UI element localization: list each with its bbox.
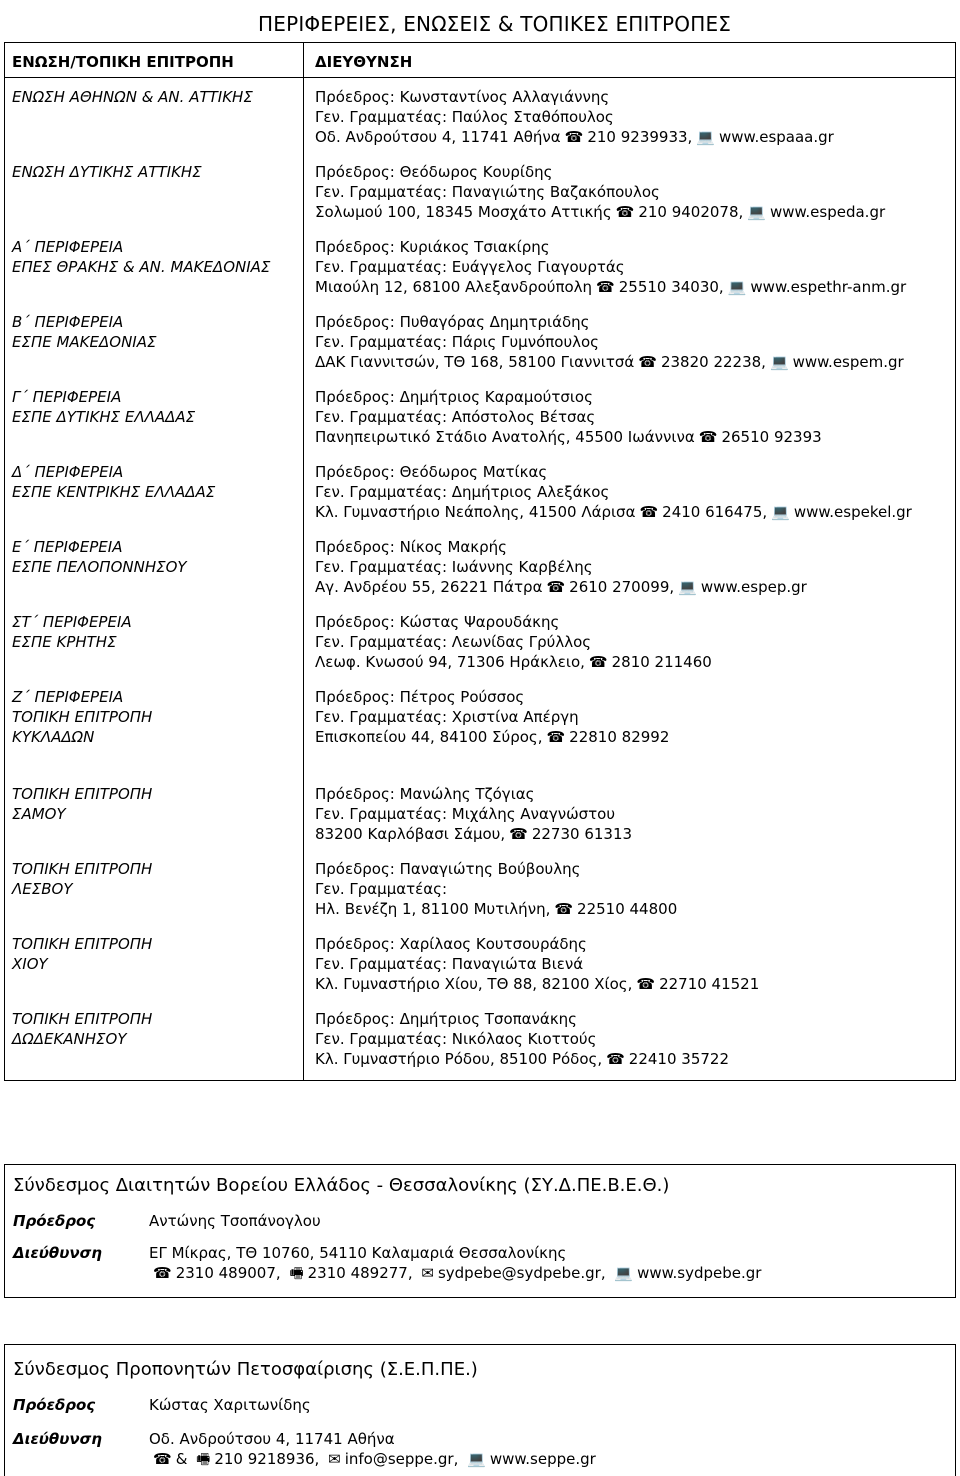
union-name-line: ΣΤ΄ ΠΕΡΙΦΕΡΕΙΑ xyxy=(12,613,132,631)
union-name xyxy=(12,687,152,747)
union-name xyxy=(12,1009,152,1049)
phone-icon: ☎ xyxy=(596,278,615,296)
sydpebe-address xyxy=(149,1242,761,1282)
seppe-address-label: Διεύθυνση xyxy=(13,1430,102,1448)
union-contact xyxy=(315,612,712,672)
president-line: Πρόεδρος: Κωνσταντίνος Αλλαγιάννης xyxy=(315,88,610,106)
website-link[interactable]: www.espethr-anm.gr xyxy=(750,278,907,296)
union-name xyxy=(12,934,152,974)
president-line: Πρόεδρος: Παναγιώτης Βούβουλης xyxy=(315,860,581,878)
president-line: Πρόεδρος: Θεόδωρος Κουρίδης xyxy=(315,163,553,181)
phone-text: 2610 270099, xyxy=(569,578,675,596)
secretary-line: Γεν. Γραμματέας: Πάρις Γυμνόπουλος xyxy=(315,333,599,351)
secretary-line: Γεν. Γραμματέας: Απόστολος Βέτσας xyxy=(315,408,596,426)
sydpebe-email[interactable]: sydpebe@sydpebe.gr, xyxy=(437,1264,606,1282)
fax-icon: 🖷 xyxy=(196,1450,211,1468)
website-link[interactable]: www.espaaa.gr xyxy=(719,128,834,146)
computer-icon: 💻 xyxy=(747,203,766,221)
union-name xyxy=(12,237,270,277)
sydpebe-address-label: Διεύθυνση xyxy=(13,1244,102,1262)
secretary-line: Γεν. Γραμματέας: Μιχάλης Αναγνώστου xyxy=(315,805,616,823)
phone-icon: ☎ xyxy=(509,825,528,843)
union-name-line: ΕΝΩΣΗ ΔΥΤΙΚΗΣ ΑΤΤΙΚΗΣ xyxy=(12,163,202,181)
page-title: ΠΕΡΙΦΕΡΕΙΕΣ, ΕΝΩΣΕΙΣ & ΤΟΠΙΚΕΣ ΕΠΙΤΡΟΠΕΣ xyxy=(258,12,732,36)
phone-icon: ☎ xyxy=(546,578,566,596)
phone-text: 22710 41521 xyxy=(659,975,760,993)
union-name-line: ΕΠΕΣ ΘΡΑΚΗΣ & ΑΝ. ΜΑΚΕΔΟΝΙΑΣ xyxy=(12,258,271,276)
phone-icon: ☎ xyxy=(564,128,584,146)
union-name-line: ΤΟΠΙΚΗ ΕΠΙΤΡΟΠΗ xyxy=(12,860,153,878)
phone-text: 2810 211460 xyxy=(611,653,712,671)
seppe-box xyxy=(4,1344,956,1476)
union-contact xyxy=(315,162,885,222)
union-name xyxy=(12,537,187,577)
president-line: Πρόεδρος: Δημήτριος Καραμούτσιος xyxy=(315,388,593,406)
union-contact xyxy=(315,462,912,522)
phone-text: 22730 61313 xyxy=(531,825,633,843)
address-line xyxy=(315,427,822,447)
email-icon: ✉ xyxy=(421,1264,434,1282)
address-text: Κλ. Γυμναστήριο Νεάπολης, 41500 Λάρισα xyxy=(315,503,636,521)
address-line xyxy=(315,577,807,597)
sydpebe-president: Αντώνης Τσοπάνογλου xyxy=(149,1212,321,1230)
president-line: Πρόεδρος: Κυριάκος Τσιακίρης xyxy=(315,238,550,256)
president-line: Πρόεδρος: Μανώλης Τζόγιας xyxy=(315,785,535,803)
address-text: Κλ. Γυμναστήριο Ρόδου, 85100 Ρόδος, xyxy=(315,1050,603,1068)
union-name xyxy=(12,784,152,824)
secretary-line: Γεν. Γραμματέας: Δημήτριος Αλεξάκος xyxy=(315,483,610,501)
phone-text: 2410 616475, xyxy=(662,503,768,521)
union-name-line: ΕΣΠΕ ΠΕΛΟΠΟΝΝΗΣΟΥ xyxy=(12,558,187,576)
address-line xyxy=(315,652,712,672)
address-text: Ηλ. Βενέζη 1, 81100 Μυτιλήνη, xyxy=(315,900,551,918)
address-text: 83200 Καρλόβασι Σάμου, xyxy=(315,825,506,843)
union-name-line: Β΄ ΠΕΡΙΦΕΡΕΙΑ xyxy=(12,313,124,331)
union-contact xyxy=(315,387,822,447)
union-name xyxy=(12,612,132,652)
secretary-line: Γεν. Γραμματέας: Παναγιώτα Βιενά xyxy=(315,955,584,973)
address-text: Επισκοπείου 44, 84100 Σύρος, xyxy=(315,728,543,746)
union-contact xyxy=(315,934,759,994)
address-text: Μιαούλη 12, 68100 Αλεξανδρούπολη xyxy=(315,278,593,296)
president-line: Πρόεδρος: Χαρίλαος Κουτσουράδης xyxy=(315,935,587,953)
seppe-amp: & xyxy=(175,1450,188,1468)
address-text: Σολωμού 100, 18345 Μοσχάτο Αττικής xyxy=(315,203,612,221)
president-line: Πρόεδρος: Θεόδωρος Ματίκας xyxy=(315,463,548,481)
union-name xyxy=(12,312,156,352)
union-name-line: ΕΣΠΕ ΚΡΗΤΗΣ xyxy=(12,633,117,651)
union-name-line: ΤΟΠΙΚΗ ΕΠΙΤΡΟΠΗ xyxy=(12,935,153,953)
email-icon: ✉ xyxy=(328,1450,341,1468)
sydpebe-title: Σύνδεσμος Διαιτητών Βορείου Ελλάδος - Θεσσαλονίκης (ΣΥ.Δ.ΠΕ.Β.Ε.Θ.) xyxy=(13,1175,670,1196)
union-name-line: ΧΙΟΥ xyxy=(12,955,48,973)
secretary-line: Γεν. Γραμματέας: Ευάγγελος Γιαγουρτάς xyxy=(315,258,625,276)
website-link[interactable]: www.espem.gr xyxy=(792,353,904,371)
column-divider xyxy=(303,43,304,1080)
union-name xyxy=(12,859,152,899)
seppe-email[interactable]: info@seppe.gr, xyxy=(344,1450,459,1468)
phone-text: 210 9239933, xyxy=(587,128,693,146)
address-line xyxy=(315,502,912,522)
union-name-line: ΕΣΠΕ ΔΥΤΙΚΗΣ ΕΛΛΑΔΑΣ xyxy=(12,408,196,426)
header-divider xyxy=(5,77,955,78)
website-link[interactable]: www.espeda.gr xyxy=(769,203,886,221)
union-name-line: Γ΄ ΠΕΡΙΦΕΡΕΙΑ xyxy=(12,388,122,406)
seppe-address-text: Οδ. Ανδρούτσου 4, 11741 Αθήνα xyxy=(149,1430,395,1448)
computer-icon: 💻 xyxy=(678,578,697,596)
union-name-line: Δ΄ ΠΕΡΙΦΕΡΕΙΑ xyxy=(12,463,124,481)
union-contact xyxy=(315,784,632,844)
address-line xyxy=(315,974,759,994)
address-line xyxy=(315,1049,729,1069)
seppe-president-label: Πρόεδρος xyxy=(13,1396,96,1414)
union-name-line: Α΄ ΠΕΡΙΦΕΡΕΙΑ xyxy=(12,238,124,256)
address-line xyxy=(315,899,677,919)
phone-text: 23820 22238, xyxy=(660,353,766,371)
union-name xyxy=(12,162,202,182)
phone-text: 22510 44800 xyxy=(577,900,678,918)
secretary-line: Γεν. Γραμματέας: Λεωνίδας Γρύλλος xyxy=(315,633,592,651)
secretary-line: Γεν. Γραμματέας: xyxy=(315,880,448,898)
address-text: ΔΑΚ Γιαννιτσών, ΤΘ 168, 58100 Γιαννιτσά xyxy=(315,353,635,371)
seppe-phone: 210 9218936, xyxy=(214,1450,320,1468)
seppe-address xyxy=(149,1428,596,1468)
seppe-contacts xyxy=(149,1448,596,1468)
phone-text: 25510 34030, xyxy=(618,278,724,296)
phone-icon: ☎ xyxy=(638,353,657,371)
phone-icon: ☎ xyxy=(554,900,574,918)
phone-icon: ☎ xyxy=(636,975,656,993)
union-contact xyxy=(315,537,807,597)
secretary-line: Γεν. Γραμματέας: Χριστίνα Απέργη xyxy=(315,708,579,726)
union-contact xyxy=(315,1009,729,1069)
union-contact xyxy=(315,687,669,747)
address-line xyxy=(315,202,885,222)
union-name-line: Ζ΄ ΠΕΡΙΦΕΡΕΙΑ xyxy=(12,688,124,706)
union-contact xyxy=(315,87,834,147)
union-contact xyxy=(315,237,906,297)
fax-icon: 🖷 xyxy=(289,1264,304,1282)
address-line xyxy=(315,277,906,297)
president-line: Πρόεδρος: Κώστας Ψαρουδάκης xyxy=(315,613,560,631)
president-line: Πρόεδρος: Πέτρος Ρούσσος xyxy=(315,688,525,706)
secretary-line: Γεν. Γραμματέας: Ιωάννης Καρβέλης xyxy=(315,558,593,576)
union-name-line: ΣΑΜΟΥ xyxy=(12,805,66,823)
phone-icon: ☎ xyxy=(153,1450,172,1468)
phone-icon: ☎ xyxy=(546,728,566,746)
secretary-line: Γεν. Γραμματέας: Παύλος Σταθόπουλος xyxy=(315,108,614,126)
union-name-line: ΛΕΣΒΟΥ xyxy=(12,880,73,898)
sydpebe-fax: 2310 489277, xyxy=(307,1264,413,1282)
secretary-line: Γεν. Γραμματέας: Νικόλαος Κιοττούς xyxy=(315,1030,597,1048)
president-line: Πρόεδρος: Νίκος Μακρής xyxy=(315,538,507,556)
computer-icon: 💻 xyxy=(771,503,790,521)
phone-icon: ☎ xyxy=(698,428,718,446)
computer-icon: 💻 xyxy=(614,1264,634,1282)
directory-table xyxy=(4,42,956,1081)
union-contact xyxy=(315,312,904,372)
union-name-line: ΕΣΠΕ ΜΑΚΕΔΟΝΙΑΣ xyxy=(12,333,157,351)
address-text: Πανηπειρωτικό Στάδιο Ανατολής, 45500 Ιωάννινα xyxy=(315,428,695,446)
union-name-line: ΔΩΔΕΚΑΝΗΣΟΥ xyxy=(12,1030,127,1048)
union-name-line: Ε΄ ΠΕΡΙΦΕΡΕΙΑ xyxy=(12,538,123,556)
address-line xyxy=(315,127,834,147)
sydpebe-box xyxy=(4,1164,956,1298)
address-text: Αγ. Ανδρέου 55, 26221 Πάτρα xyxy=(315,578,543,596)
column-header-address: ΔΙΕΥΘΥΝΣΗ xyxy=(315,53,413,71)
union-contact xyxy=(315,859,677,919)
phone-icon: ☎ xyxy=(615,203,635,221)
phone-text: 22810 82992 xyxy=(569,728,670,746)
address-line xyxy=(315,352,904,372)
seppe-president: Κώστας Χαριτωνίδης xyxy=(149,1396,311,1414)
sydpebe-contacts xyxy=(149,1262,761,1282)
union-name-line: ΤΟΠΙΚΗ ΕΠΙΤΡΟΠΗ xyxy=(12,785,153,803)
seppe-title: Σύνδεσμος Προπονητών Πετοσφαίρισης (Σ.Ε.Π.ΠΕ.) xyxy=(13,1359,478,1380)
union-name xyxy=(12,87,253,107)
phone-icon: ☎ xyxy=(588,653,608,671)
website-link[interactable]: www.espekel.gr xyxy=(793,503,912,521)
address-line xyxy=(315,824,632,844)
sydpebe-president-label: Πρόεδρος xyxy=(13,1212,96,1230)
union-name-line: ΤΟΠΙΚΗ ΕΠΙΤΡΟΠΗ xyxy=(12,708,153,726)
seppe-web[interactable]: www.seppe.gr xyxy=(489,1450,596,1468)
phone-icon: ☎ xyxy=(153,1264,172,1282)
union-name xyxy=(12,387,195,427)
address-text: Κλ. Γυμναστήριο Χίου, ΤΘ 88, 82100 Χίος, xyxy=(315,975,633,993)
union-name-line: ΕΣΠΕ ΚΕΝΤΡΙΚΗΣ ΕΛΛΑΔΑΣ xyxy=(12,483,216,501)
column-header-union: ΕΝΩΣΗ/ΤΟΠΙΚΗ ΕΠΙΤΡΟΠΗ xyxy=(12,53,234,71)
phone-text: 22410 35722 xyxy=(628,1050,729,1068)
sydpebe-phone: 2310 489007, xyxy=(175,1264,281,1282)
secretary-line: Γεν. Γραμματέας: Παναγιώτης Βαζακόπουλος xyxy=(315,183,660,201)
union-name-line: ΕΝΩΣΗ ΑΘΗΝΩΝ & ΑΝ. ΑΤΤΙΚΗΣ xyxy=(12,88,253,106)
computer-icon: 💻 xyxy=(727,278,747,296)
computer-icon: 💻 xyxy=(769,353,789,371)
president-line: Πρόεδρος: Δημήτριος Τσοπανάκης xyxy=(315,1010,577,1028)
union-name-line: ΤΟΠΙΚΗ ΕΠΙΤΡΟΠΗ xyxy=(12,1010,153,1028)
union-name xyxy=(12,462,215,502)
president-line: Πρόεδρος: Πυθαγόρας Δημητριάδης xyxy=(315,313,590,331)
union-name-line: ΚΥΚΛΑΔΩΝ xyxy=(12,728,95,746)
phone-text: 210 9402078, xyxy=(638,203,744,221)
phone-text: 26510 92393 xyxy=(721,428,822,446)
website-link[interactable]: www.espep.gr xyxy=(700,578,807,596)
address-text: Οδ. Ανδρούτσου 4, 11741 Αθήνα xyxy=(315,128,561,146)
sydpebe-address-text: ΕΓ Μίκρας, ΤΘ 10760, 54110 Καλαμαριά Θεσσαλονίκης xyxy=(149,1244,567,1262)
sydpebe-web[interactable]: www.sydpebe.gr xyxy=(637,1264,762,1282)
phone-icon: ☎ xyxy=(606,1050,625,1068)
computer-icon: 💻 xyxy=(696,128,716,146)
phone-icon: ☎ xyxy=(639,503,659,521)
address-line xyxy=(315,727,669,747)
address-text: Λεωφ. Κνωσού 94, 71306 Ηράκλειο, xyxy=(315,653,585,671)
computer-icon: 💻 xyxy=(467,1450,486,1468)
